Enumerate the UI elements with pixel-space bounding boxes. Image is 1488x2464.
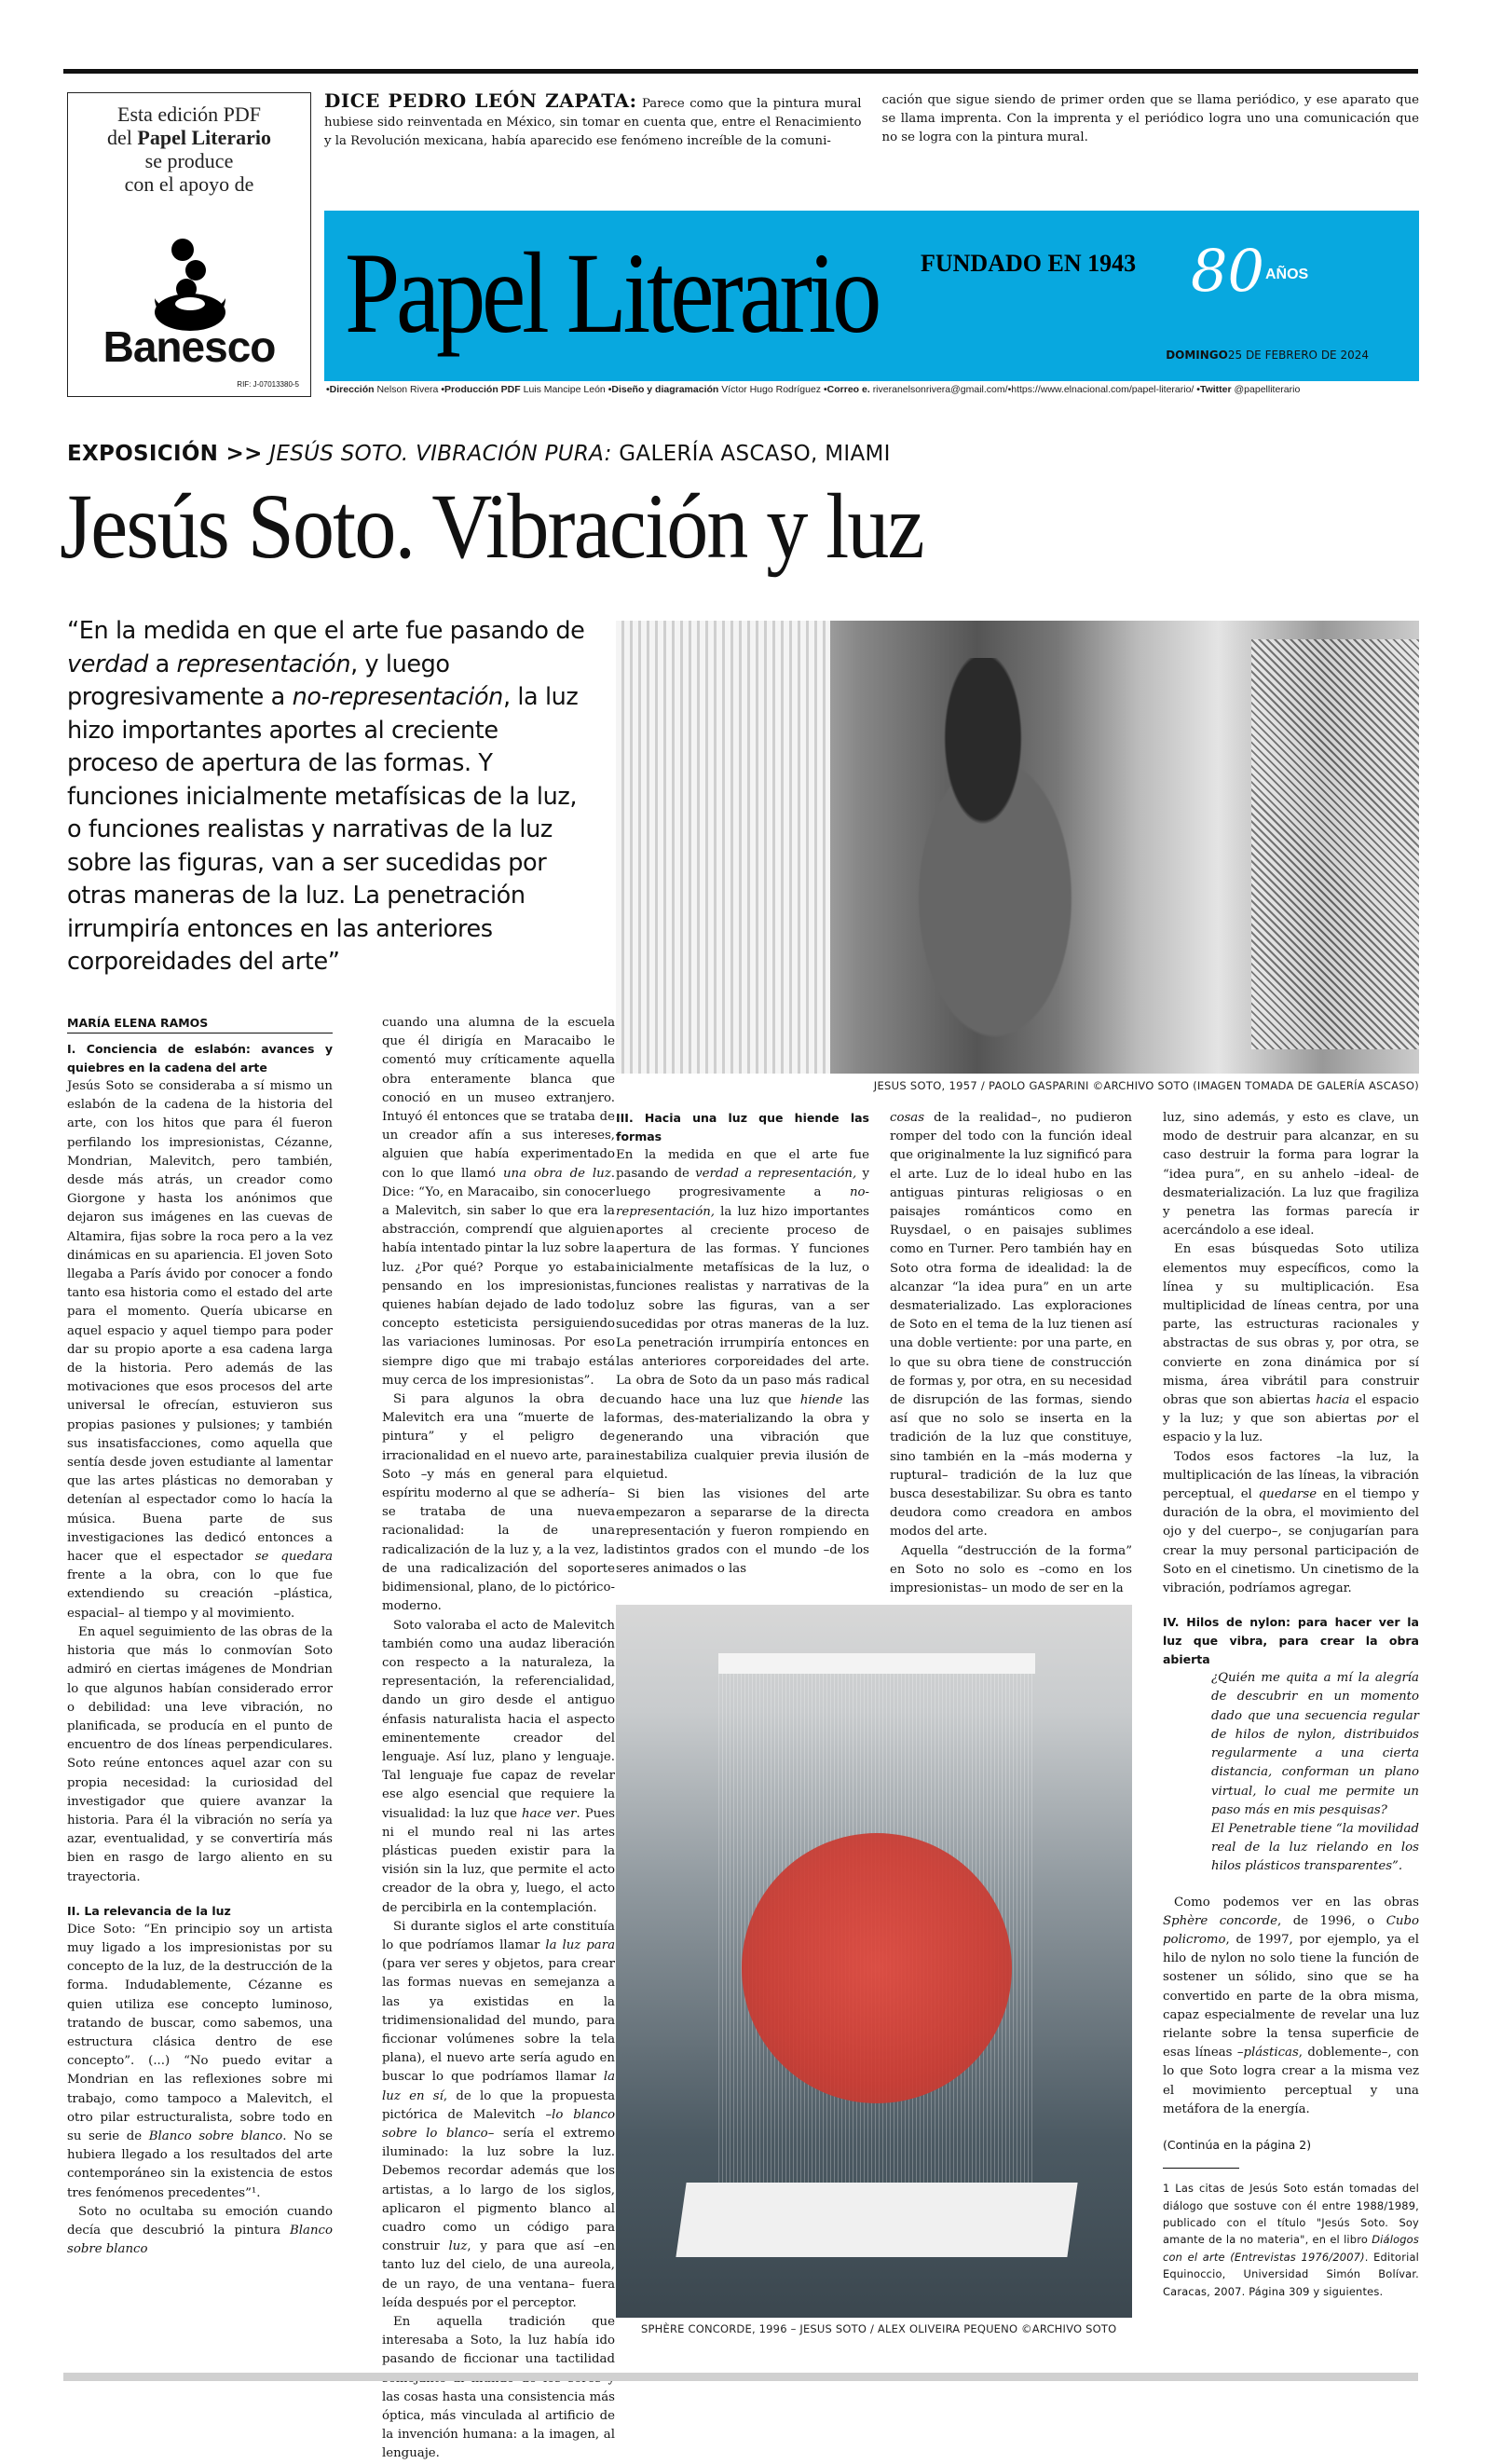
sponsor-line: Esta edición PDF	[117, 103, 261, 126]
top-quote	[324, 91, 1419, 194]
paragraph: Si para algunos la obra de Malevitch era una “muerte de la pintura” y el peligro de irracionalidad en el nuevo arte, para Soto –y más en general para el espíritu moderno al que se adhería– se trataba de una nueva racionalidad: la de una radicalización de la luz y, a la vez, la de una radicalización del soporte bidimensional, plano, de lo pictórico-moderno.	[382, 1392, 615, 1614]
anniversary-number: 80	[1191, 237, 1264, 305]
section-heading: III. Hacia una luz que hiende las formas	[616, 1111, 869, 1143]
paragraph	[67, 1077, 333, 1623]
text-italic: por	[1376, 1412, 1399, 1427]
text: de la realidad–, no pudieron romper del todo con la función ideal que originalmente la luz significó para el arte. Luz de lo ideal hubo en las antiguas pinturas religiosas o en paisajes románticos como en Ruysdael, o en paisajes sublimes como en Turner. Pero también hay en Soto otra forma de idealidad: la de alcanzar “la idea pura” en un arte desmaterializado. Las exploraciones de Soto en el tema de la luz tienen así una doble vertiente: por una parte, en lo que su obra tiene de construcción de formas y, por otra, en su necesidad de disrupción de las formas, siendo así que no solo se inserta en la tradición de la luz que constituye, sino también en la –más moderna y ruptural– tradición de la luz que busca desestabilizar. Su obra es tanto deudora como creadora en ambos modos del arte.	[890, 1111, 1132, 1540]
text: las formas, des-materializando la obra y generando una vibración que inestabiliza cualquier previa ilusión de quietud.	[616, 1392, 869, 1483]
credit-value: Víctor Hugo Rodríguez	[721, 384, 822, 395]
text-italic: Blanco sobre blanco	[148, 2129, 283, 2143]
credit-label: •Diseño y diagramación	[607, 384, 719, 395]
pull-quote	[67, 615, 589, 979]
text-italic: se quedara	[254, 1550, 333, 1565]
twitter-link[interactable]: @papelliterario	[1234, 384, 1301, 395]
credit-label: •Twitter	[1196, 384, 1232, 395]
sponsor-line: se produce	[144, 149, 234, 172]
masthead-date	[1166, 349, 1369, 362]
photo-white-base	[676, 2183, 1077, 2257]
paragraph: Aquella “destrucción de la forma” en Soto no solo es –como en los impresionistas– un modo de ser en la	[890, 1543, 1132, 1596]
text-italic: Diálogos con el arte (Entrevistas 1976/2007)	[1163, 2233, 1419, 2264]
text-italic: la luz para	[545, 1937, 615, 1952]
text: , doblemente–, con lo que Soto logra crear a la misma vez el movimiento perceptual y una metáfora de la energía.	[1163, 2046, 1419, 2116]
paragraph	[1163, 1894, 1419, 2119]
paragraph	[616, 1146, 869, 1485]
credit-label: •Correo e.	[823, 384, 870, 395]
footnote	[1163, 2180, 1419, 2300]
bottom-rule	[63, 2373, 1418, 2381]
pq-text: , y luego progresivamente a	[67, 650, 450, 711]
paragraph	[382, 1617, 615, 1918]
top-rule	[63, 69, 1418, 74]
text: 1 Las citas de Jesús Soto están tomadas del diálogo que sostuve con él entre 1988/1989, publicado con el título "Jesús Soto. Soy amante de la no materia", en el libro	[1163, 2182, 1419, 2247]
anniversary-word: AÑOS	[1265, 267, 1309, 282]
sponsor-box	[67, 92, 311, 397]
block-quote: El Penetrable tiene “la movilidad real de la luz rielando en los hilos plásticos transparentes”.	[1211, 1821, 1419, 1874]
footnote-rule	[1163, 2168, 1239, 2169]
text-italic: luz	[448, 2239, 468, 2254]
text: el espacio y la luz.	[1163, 1412, 1419, 1445]
section-heading: IV. Hilos de nylon: para hacer ver la luz que vibra, para crear la obra abierta	[1163, 1615, 1419, 1667]
text: cuando una alumna de la escuela que él dirigía en Maracaibo le comentó muy críticamente aquella obra enteramente blanca que conoció en un museo extranjero. Intuyó él entonces que se trataba de un creador afín a sus intereses, alguien que había experimentado con lo que llamó	[382, 1016, 615, 1181]
text: Jesús Soto se consideraba a sí mismo un eslabón de la cadena de la historia del arte, con los hitos que para él fueron perfilando los impresionistas, Cézanne, Mondrian, Malevitch, pero también, desde más atrás, un creador como Giorgone y hasta los anónimos que dejaron sus imágenes en las cuevas de Altamira, fijas sobre la roca pero a la vez dinámicas en su apariencia. El joven Soto llegaba a París ávido por conocer a fondo tanto esa historia como el estado del arte para el momento. Quería ubicarse en aquel espacio y aquel tiempo para poder dar su propio aporte a esa cadena larga de la historia. Pero además de las motivaciones que esos procesos del arte universal le ofrecían, estuvieron sus propias pasiones y pulsiones; y también sus insatisfacciones, como aquella que sentía desde joven estudiante al lamentar que las artes plásticas no demoraban y detenían al espectador como lo hacía la música. Buena parte de sus investigaciones las dedicó entonces a hacer que el espectador	[67, 1079, 333, 1565]
masthead	[324, 211, 1419, 381]
masthead-date-text: 25 DE FEBRERO DE 2024	[1227, 349, 1369, 362]
text-column-2	[382, 1014, 615, 2464]
text-column-3	[616, 1109, 869, 1580]
sponsor-line-pre: del	[107, 126, 138, 149]
sponsor-text	[68, 103, 310, 196]
sponsor-brand: Papel Literario	[137, 126, 271, 149]
text: . Dice: “Yo, en Maracaibo, sin conocer a Malevitch, sin saber lo que era la abstracción, comprendí que alguien había intentado pintar la luz sobre la luz. ¿Por qué? Porque yo estaba pensando en los impresionistas, quienes habían dejado de lado todo concepto esteticista persiguiendo las variaciones luminosas. Por eso siempre digo que mi trabajo está muy cerca de los impresionistas”.	[382, 1166, 615, 1388]
photo-red-sphere	[742, 1833, 1012, 2103]
text: (para ver seres y objetos, para crear las formas nuevas en semejanza a las ya existidas en la tridimensionalidad del mundo, para ficcionar volúmenes sobre la tela plana), el nuevo arte sería agudo en buscar lo que podríamos llamar	[382, 1957, 615, 2085]
text-italic: la luz en sí	[382, 2070, 615, 2103]
text-italic: verdad a representación,	[695, 1167, 857, 1182]
paragraph	[382, 1014, 615, 1390]
text: , y para que así –en tanto luz del cielo, de una aureola, de un rayo, de una ventana– fuera leída después por el perceptor.	[382, 2239, 615, 2310]
photo-ceiling-plate	[718, 1653, 1035, 1674]
top-quote-col-2: cación que sigue siendo de primer orden que se llama periódico, y ese aparato que se llama imprenta. Con la imprenta y el periódico logra uno una comunicación que no se logra con la pintura mural.	[881, 93, 1419, 145]
text-italic: –lo blanco sobre lo blanco–	[382, 2107, 616, 2141]
pq-italic: verdad	[67, 650, 148, 678]
text-italic: hiende	[799, 1392, 843, 1407]
section-heading: I. Conciencia de eslabón: avances y quiebres en la cadena del arte	[67, 1042, 333, 1075]
headline: Jesús Soto. Vibración y luz	[60, 474, 923, 578]
text-italic: no-representación,	[616, 1185, 869, 1219]
paragraph	[67, 2203, 333, 2260]
text: . Editorial Equinoccio, Universidad Simón Bolívar. Caracas, 2007. Página 309 y siguientes.	[1163, 2250, 1419, 2298]
pq-text: a	[147, 650, 177, 678]
text: , de lo que la propuesta pictórica de Malevitch	[382, 2088, 615, 2122]
credits-line	[326, 384, 1421, 395]
paragraph: En aquel seguimiento de las obras de la historia que más lo conmovían Soto admiró en ciertas imágenes de Mondrian lo que algunos habían considerado error o debilidad: una leve vibración, no planificada, se producía en el punto de encuentro de dos líneas perpendiculares. Soto reúne entonces aquel azar con su propia necesidad: la curiosidad del investigador que quiere avanzar la historia. Para él la vibración no sería ya azar, eventualidad, y se convertiría más bien en rasgo de largo aliento en su trayectoria.	[67, 1624, 333, 1884]
top-quote-col-1	[324, 91, 862, 194]
text: , de 1997, por ejemplo, ya el hilo de nylon no solo tiene la función de sostener un sólido, sino que se ha convertido en parte de la obra misma, capaz especialmente de revelar una luz rielante sobre la tensa superficie de esas líneas	[1163, 1932, 1419, 2060]
paragraph: luz, sino además, y esto es clave, un modo de destruir para alcanzar, en su caso destruir la forma para lograr la “idea pura”, en su anhelo –ideal- de desmaterialización. La luz que fragiliza y penetra las formas parecía ir acercándolo a ese ideal.	[1163, 1111, 1419, 1239]
masthead-day: DOMINGO	[1166, 349, 1228, 362]
paragraph	[382, 1918, 615, 2313]
text: Soto no ocultaba su emoción cuando decía que descubrió la pintura	[67, 2204, 333, 2238]
pq-text: “En la medida en que el arte fue pasando de	[67, 617, 585, 645]
kicker-title: JESÚS SOTO. VIBRACIÓN PURA:	[269, 442, 612, 466]
text: En esas búsquedas Soto utiliza elementos muy específicos, como la línea y su multiplicación. Esa multiplicidad de líneas centra, por una parte, las estructuras racionales y abstractas de sus obras y, por otra, se convierte en zona dinámica por sí misma, área vibrátil para construir obras que son abiertas	[1163, 1242, 1419, 1408]
photo-portrait	[886, 658, 1128, 1059]
text: sería el extremo iluminado: la luz sobre la luz. Debemos recordar además que los artistas, a lo largo de los siglos, aplicaron el pigmento blanco al cuadro como un código para construir	[382, 2126, 615, 2254]
text-italic: una obra de luz	[502, 1166, 611, 1181]
text-column-4	[890, 1109, 1132, 1598]
text: , de 1996, o	[1277, 1913, 1386, 1928]
text: frente a la obra, con lo que fue extendiendo su creación –plástica, espacial– al tiempo y al movimiento.	[67, 1568, 333, 1621]
credit-label: •Producción PDF	[441, 384, 521, 395]
pq-italic: no-representación	[292, 683, 503, 711]
pq-italic: representación	[176, 650, 351, 678]
masthead-founded: FUNDADO EN 1943	[921, 250, 1137, 277]
sponsor-bank-name: Banesco	[102, 322, 276, 371]
photo-sphere-concorde	[616, 1605, 1132, 2318]
text-column-1	[67, 1040, 333, 2259]
sponsor-line: con el apoyo de	[124, 172, 254, 196]
kicker-place: GALERÍA ASCASO, MIAMI	[619, 442, 891, 466]
byline: MARÍA ELENA RAMOS	[67, 1016, 333, 1034]
email-link[interactable]: riveranelsonrivera@gmail.com/	[872, 384, 1008, 395]
pq-text: , la luz hizo importantes aportes al creciente proceso de apertura de las formas. Y funciones inicialmente metafísicas de la luz, o funciones realistas y narrativas de la luz sobre las figuras, van a ser sucedidas por otras maneras de la luz. La penetración irrumpiría entonces en las anteriores corporeidades del arte”	[67, 683, 579, 976]
paragraph	[1163, 1448, 1419, 1599]
text: Soto valoraba el acto de Malevitch también como una audaz liberación con respecto a la naturaleza, la representación, la referencialidad, dando un giro desde el antiguo énfasis naturalista hacia el aspecto eminentemente creador del lenguaje. Así luz, plano y lenguaje. Tal lenguaje fue capaz de revelar ese algo esencial que requiere la visualidad: la luz que	[382, 1618, 615, 1821]
text-italic: Cubo policromo	[1163, 1913, 1419, 1947]
text: Dice Soto: “En principio soy un artista muy ligado a los impresionistas por su concepto de la luz, de la destrucción de la forma. Indudablemente, Cézanne es quien utiliza ese concepto luminoso, tratando de buscar, como sabemos, una estructura clásica dentro de ese concepto”. (...) “No puedo evitar a Mondrian en las reflexiones sobre mi trabajo, como tampoco a Malevitch, el otro pilar estructuralista, sobre todo en su serie de	[67, 1922, 333, 2143]
text: Todos esos factores –la luz, la multiplicación de las líneas, la vibración perceptual, el	[1163, 1449, 1419, 1502]
text-italic: hace ver	[521, 1806, 577, 1821]
paragraph: En aquella tradición que interesaba a Soto, la luz había ido pasando de ficcionar una tactilidad las cosas hasta una consistencia más óptica, más vinculada al artificio de la invención humana: a la imagen, al lenguaje.	[382, 2315, 615, 2461]
paragraph	[890, 1109, 1132, 1542]
text-italic: hacia	[1316, 1393, 1350, 1408]
paragraph	[67, 1921, 333, 2203]
text: el espacio y la luz; y que son abiertas	[1163, 1393, 1419, 1427]
text-italic: quedarse	[1258, 1487, 1317, 1502]
credit-value: Nelson Rivera	[376, 384, 439, 395]
text: . Pues ni el mundo real ni las artes plásticas pueden existir para la visión sin la luz, que permite el acto creador de la obra y, luego, el acto de percibirla en la contemplación.	[382, 1806, 615, 1915]
text: . No se hubiera llegado a los resultados del arte contemporáneo sin la existencia de estos tres fenómenos precedentes”¹.	[67, 2129, 334, 2200]
credit-value: Luis Mancipe León	[523, 384, 606, 395]
text: en el tiempo y duración de la obra, el movimiento del ojo y del cuerpo–, se conjugarían para crear la muy personal participación de Soto en el cinetismo. Un cinetismo de la vibración, podríamos agregar.	[1163, 1487, 1419, 1596]
text-italic: Sphère concorde	[1163, 1913, 1277, 1928]
photo-artwork-grid	[1251, 639, 1419, 1049]
text: la luz hizo importantes aportes al creciente proceso de apertura de las formas. Y funciones inicialmente metafísicas de la luz, o funciones realistas y narrativas de la luz sobre las figuras, van a ser sucedidas por otras maneras de la luz. La penetración irrumpiría entonces en las anteriores corporeidades del arte. La obra de Soto da un paso más radical cuando hace una luz que	[616, 1204, 869, 1407]
text: y luego progresivamente a	[616, 1167, 869, 1200]
credit-label: •Dirección	[326, 384, 375, 395]
section-heading: II. La relevancia de la luz	[67, 1903, 231, 1918]
sponsor-rif: RIF: J-07013380-5	[237, 380, 299, 389]
masthead-title: Papel Literario	[345, 229, 879, 357]
text: Si durante siglos el arte constituía lo que podríamos llamar	[382, 1919, 615, 1952]
website-link[interactable]: •https://www.elnacional.com/papel-literario/	[1007, 384, 1194, 395]
top-quote-lead: DICE PEDRO LEÓN ZAPATA:	[324, 89, 637, 112]
text-italic: –plásticas	[1236, 2046, 1299, 2060]
block-quote: ¿Quién me quita a mí la alegría de descubrir en un momento dado que una secuencia regular de hilos de nylon, distribuidos regularmente a una cierta distancia, conforman un plano virtual, lo cual me permite un paso más en mis pesquisas?	[1211, 1671, 1419, 1817]
text-italic: Blanco sobre blanco	[67, 2223, 333, 2257]
photo-caption: JESUS SOTO, 1957 / PAOLO GASPARINI ©ARCHIVO SOTO (IMAGEN TOMADA DE GALERÍA ASCASO)	[873, 1079, 1419, 1092]
kicker	[67, 442, 891, 466]
photo-artwork-stripes	[616, 621, 830, 1074]
sponsor-line	[68, 126, 310, 149]
kicker-section: EXPOSICIÓN >>	[67, 442, 263, 466]
text: Como podemos ver en las obras	[1174, 1895, 1419, 1910]
continued-note: (Continúa en la página 2)	[1163, 2137, 1312, 2152]
banesco-logo-icon	[138, 233, 240, 335]
photo-jesus-soto-1957	[616, 621, 1419, 1074]
top-quote-text: Parece como que la pintura mural hubiese sido reinventada en México, sin tomar en cuenta que, entre el Renacimiento y la Revolución mexicana, había aparecido ese fenómeno increíble de la comuni-	[324, 97, 862, 149]
text: En la medida en que el arte fue pasando de	[616, 1148, 869, 1182]
paragraph: Si bien las visiones del arte empezaron a separarse de la directa representación y fueron rompiendo en distintos grados con el mundo –de los seres animados o las	[616, 1486, 869, 1577]
text-column-5	[1163, 1109, 1419, 2300]
paragraph	[1163, 1240, 1419, 1447]
photo-caption: SPHÈRE CONCORDE, 1996 – JESUS SOTO / ALEX OLIVEIRA PEQUENO ©ARCHIVO SOTO	[641, 2322, 1117, 2335]
text-italic: cosas	[890, 1111, 925, 1125]
